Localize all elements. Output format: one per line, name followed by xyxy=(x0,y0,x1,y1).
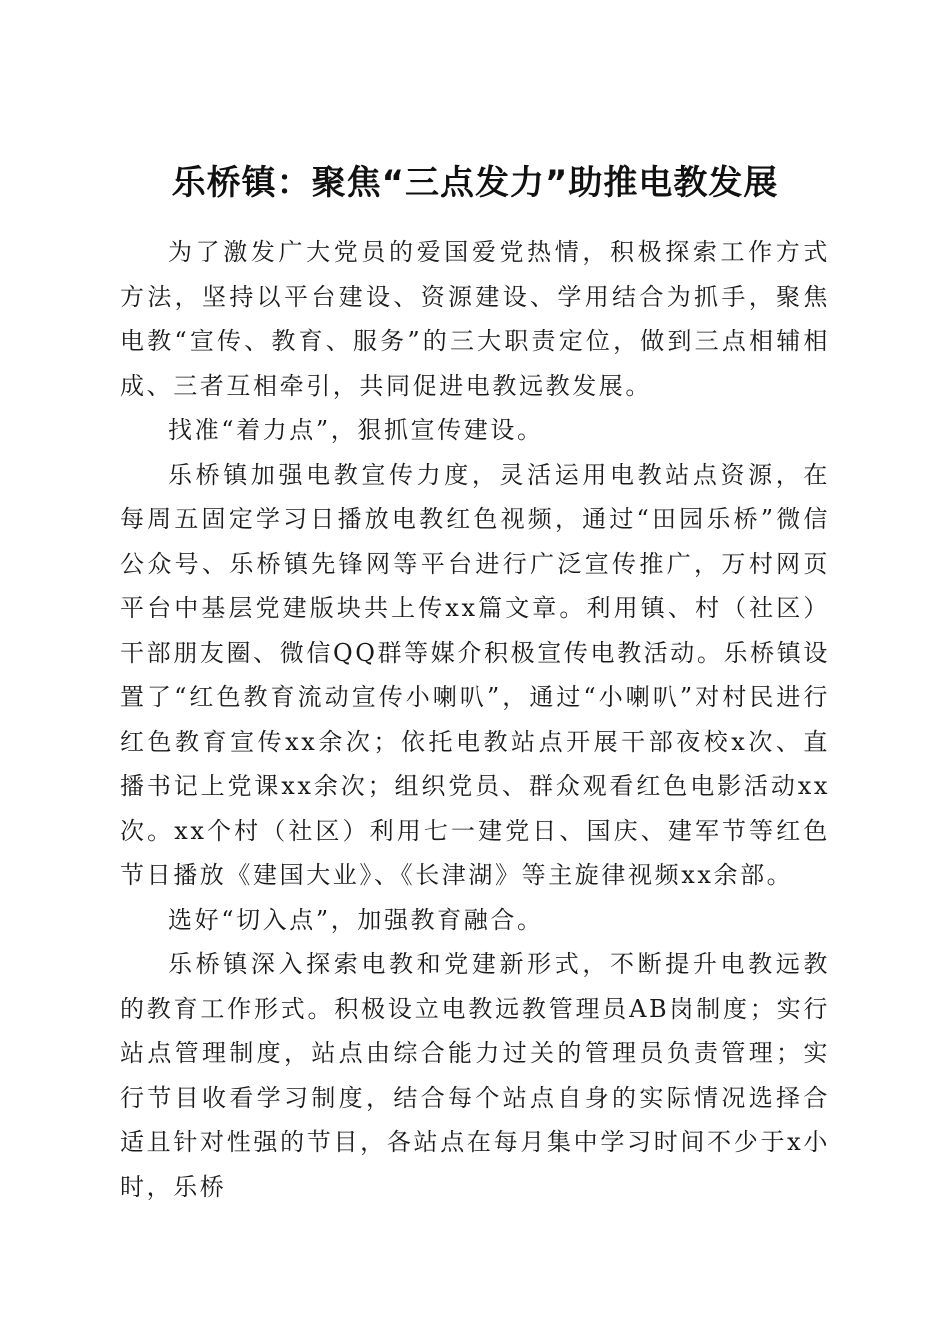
education-paragraph: 乐桥镇深入探索电教和党建新形式，不断提升电教远教的教育工作形式。积极设立电教远教管理员AB岗制度；实行站点管理制度，站点由综合能力过关的管理员负责管理；实行节目收看学习制度，结合每个站点自身的实际情况选择合适且针对性强的节目，各站点在每月集中学习时间不少于x小时，乐桥 xyxy=(120,950,830,1201)
intro-paragraph: 为了激发广大党员的爱国爱党热情，积极探索工作方式方法，坚持以平台建设、资源建设、学用结合为抓手，聚焦电教“宣传、教育、服务”的三大职责定位，做到三点相辅相成、三者互相牵引，共同促进电教远教发展。 xyxy=(120,238,830,400)
section-heading-entry-point: 选好“切入点”，加强教育融合。 xyxy=(168,905,544,934)
section-heading-focus-point: 找准“着力点”，狠抓宣传建设。 xyxy=(168,416,544,444)
document-title: 乐桥镇：聚焦“三点发力”助推电教发展 xyxy=(171,162,779,203)
publicity-paragraph: 乐桥镇加强电教宣传力度，灵活运用电教站点资源，在每周五固定学习日播放电教红色视频，通过“田园乐桥”微信公众号、乐桥镇先锋网等平台进行广泛宣传推广，万村网页平台中基层党建版块共上传xx篇文章。利用镇、村（社区）干部朋友圈、微信QQ群等媒介积极宣传电教活动。乐桥镇设置了“红色教育流动宣传小喇叭”，通过“小喇叭”对村民进行红色教育宣传xx余次；依托电教站点开展干部夜校x次、直播书记上党课xx余次；组织党员、群众观看红色电影活动xx次。xx个村（社区）利用七一建党日、国庆、建军节等红色节日播放《建国大业》、《长津湖》等主旋律视频xx余部。 xyxy=(120,460,830,889)
document-body xyxy=(120,230,830,1209)
